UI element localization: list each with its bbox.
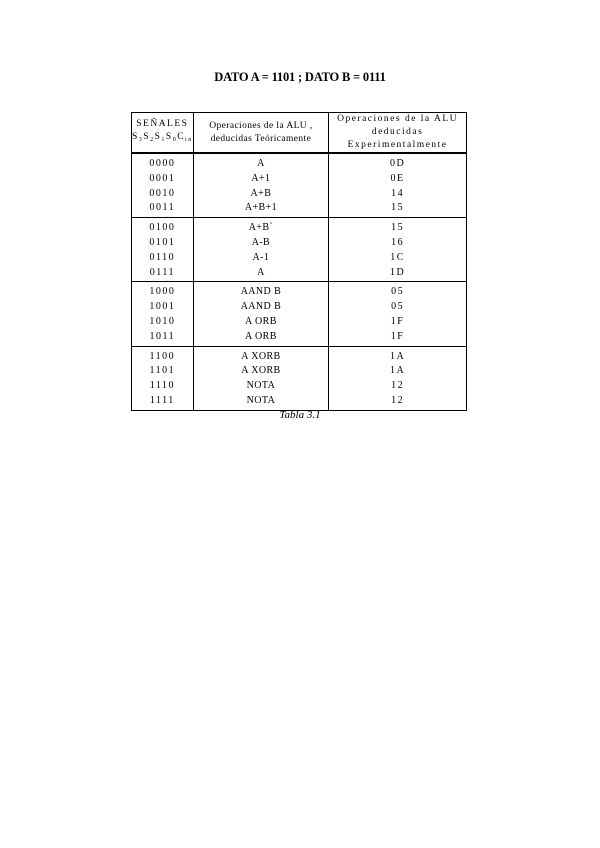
table-row (132, 282, 467, 300)
experimental-op-cell: 1C (329, 251, 467, 266)
signals-cell: 1011 (132, 330, 194, 346)
theoretical-op-cell: A XORB (193, 346, 328, 364)
theoretical-op-cell: A+B` (193, 218, 328, 236)
signals-cell: 1000 (132, 282, 194, 300)
theoretical-op-cell: A (193, 153, 328, 172)
signals-cell: 0110 (132, 251, 194, 266)
theoretical-op-cell: A-1 (193, 251, 328, 266)
table-row (132, 218, 467, 236)
table-caption: Tabla 3.1 (279, 409, 321, 421)
signals-cell: 0100 (132, 218, 194, 236)
table-row (132, 330, 467, 346)
experimental-op-cell: 1F (329, 315, 467, 330)
theoretical-op-cell: NOTA (193, 394, 328, 410)
signals-header-line1: SEÑALES (136, 119, 189, 129)
experimental-op-cell: 12 (329, 394, 467, 410)
signals-cell: 1100 (132, 346, 194, 364)
table-row (132, 236, 467, 251)
experimental-header-line1: Operaciones de la ALU (337, 114, 459, 124)
operation-group (132, 346, 467, 410)
theoretical-header (193, 113, 328, 154)
table-row (132, 346, 467, 364)
experimental-op-cell: 15 (329, 218, 467, 236)
theoretical-op-cell: A+B (193, 187, 328, 202)
table-row (132, 394, 467, 410)
signals-cell: 1101 (132, 364, 194, 379)
table-row (132, 201, 467, 217)
theoretical-op-cell: A-B (193, 236, 328, 251)
table-row (132, 251, 467, 266)
signals-cell: 1001 (132, 300, 194, 315)
table-row (132, 153, 467, 172)
alu-operations-table (131, 112, 467, 411)
table-row (132, 172, 467, 187)
theoretical-op-cell: AAND B (193, 300, 328, 315)
table-row (132, 364, 467, 379)
table-header-row (132, 113, 467, 154)
signals-cell: 1111 (132, 394, 194, 410)
experimental-op-cell: 0E (329, 172, 467, 187)
theoretical-op-cell: A ORB (193, 330, 328, 346)
signals-cell: 0111 (132, 266, 194, 282)
table-row (132, 187, 467, 202)
theoretical-op-cell: A ORB (193, 315, 328, 330)
experimental-op-cell: 16 (329, 236, 467, 251)
experimental-header (329, 113, 467, 154)
experimental-header-line2: deducidas Experimentalmente (347, 127, 448, 150)
experimental-op-cell: 12 (329, 379, 467, 394)
signals-cell: 1110 (132, 379, 194, 394)
table-row (132, 300, 467, 315)
theoretical-op-cell: A+1 (193, 172, 328, 187)
experimental-op-cell: 05 (329, 300, 467, 315)
theoretical-op-cell: A+B+1 (193, 201, 328, 217)
experimental-op-cell: 1A (329, 364, 467, 379)
experimental-op-cell: 1D (329, 266, 467, 282)
theoretical-header-line2: deducidas Teóricamente (210, 133, 312, 144)
signals-header-line2: $S_3S_2S_1S_0C_{in}$ (132, 132, 193, 143)
table-row (132, 315, 467, 330)
theoretical-op-cell: A XORB (193, 364, 328, 379)
experimental-op-cell: 1A (329, 346, 467, 364)
theoretical-op-cell: AAND B (193, 282, 328, 300)
experimental-op-cell: 1F (329, 330, 467, 346)
operation-group (132, 218, 467, 282)
experimental-op-cell: 15 (329, 201, 467, 217)
experimental-op-cell: 0D (329, 153, 467, 172)
experimental-op-cell: 05 (329, 282, 467, 300)
theoretical-op-cell: NOTA (193, 379, 328, 394)
theoretical-header-line1: Operaciones de la ALU , (209, 120, 313, 131)
operation-group (132, 153, 467, 218)
theoretical-op-cell: A (193, 266, 328, 282)
signals-cell: 0010 (132, 187, 194, 202)
signals-cell: 0101 (132, 236, 194, 251)
signals-header (132, 113, 194, 154)
operation-group (132, 282, 467, 346)
signals-cell: 0000 (132, 153, 194, 172)
table-row (132, 379, 467, 394)
signals-cell: 1010 (132, 315, 194, 330)
table-row (132, 266, 467, 282)
signals-cell: 0001 (132, 172, 194, 187)
page-title: DATO A = 1101 ; DATO B = 0111 (214, 70, 386, 84)
signals-cell: 0011 (132, 201, 194, 217)
experimental-op-cell: 14 (329, 187, 467, 202)
